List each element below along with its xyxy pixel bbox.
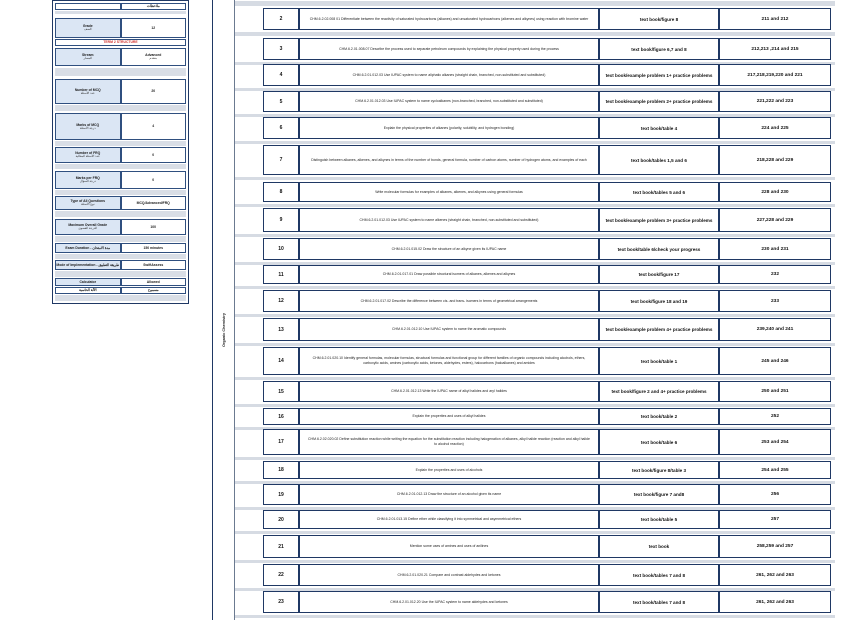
textbook-reference: text book/example problem 1+ practice problems bbox=[599, 64, 719, 86]
table-row bbox=[235, 461, 846, 479]
textbook-reference: text book/figure 8/table 3 bbox=[599, 461, 719, 479]
panel-divider bbox=[55, 190, 186, 195]
stream-label bbox=[55, 48, 121, 66]
panel-row-duration bbox=[55, 243, 186, 253]
table-row bbox=[235, 408, 846, 425]
outcome-description: Write molecular formulas for examples of alkanes, alkenes, and alkynes using general formulas bbox=[299, 182, 599, 202]
question-type-label-text: Type of All Questions bbox=[70, 199, 105, 203]
outcome-description: Explain the properties and uses of alkyl halides bbox=[299, 408, 599, 425]
textbook-reference: text book/table 1 bbox=[599, 347, 719, 375]
textbook-reference: text book/tables 1,5 and 6 bbox=[599, 145, 719, 175]
page-numbers: 217,218,219,220 and 221 bbox=[719, 64, 831, 86]
max-grade-label-ar: الدرجة القصوى bbox=[78, 226, 98, 231]
outcome-description: CHM.6.2.01.015.02 Draw the structure of an alkyne given its IUPAC name bbox=[299, 238, 599, 260]
question-type-value: MCQ/Advanced/FRQ bbox=[121, 196, 187, 210]
stream-label-text: Stream bbox=[82, 53, 94, 57]
mcq-marks-label-ar: درجة الأسئلة bbox=[79, 125, 96, 130]
row-separator bbox=[235, 177, 835, 180]
mcq-marks-label bbox=[55, 113, 121, 140]
page-numbers: 212,213 ,214 and 215 bbox=[719, 38, 831, 60]
frq-marks-label-ar: درجة السؤال bbox=[79, 179, 96, 184]
outcome-number: 14 bbox=[263, 347, 299, 375]
textbook-reference: text book/table 5 bbox=[599, 510, 719, 529]
page-numbers: 221,222 and 223 bbox=[719, 91, 831, 112]
panel-row-stream bbox=[55, 48, 186, 66]
grade-label-ar: الصف bbox=[84, 27, 92, 32]
mcq-marks-label-text: Marks of MCQ bbox=[76, 122, 100, 127]
textbook-reference: text book/figure 17 bbox=[599, 265, 719, 284]
page-numbers: 245 and 246 bbox=[719, 347, 831, 375]
stream-value-ar: متقدم bbox=[149, 56, 157, 61]
outcome-number: 2 bbox=[263, 8, 299, 30]
row-separator bbox=[235, 560, 835, 563]
outcome-number: 4 bbox=[263, 64, 299, 86]
panel-divider bbox=[55, 105, 186, 111]
frq-marks-label-text: Marks per FRQ bbox=[75, 176, 100, 180]
panel-divider bbox=[55, 211, 186, 217]
unit-label: Organic Chemistry bbox=[222, 313, 226, 347]
textbook-reference: text book/table 2 bbox=[599, 408, 719, 425]
calculator-label-ar: الآلة الحاسبة bbox=[55, 287, 121, 294]
row-separator bbox=[235, 531, 835, 534]
panel-cell bbox=[55, 3, 121, 10]
mcq-marks-value: 4 bbox=[121, 113, 187, 140]
panel-row-question-type bbox=[55, 196, 186, 210]
panel-row-max-grade bbox=[55, 219, 186, 235]
row-separator bbox=[235, 377, 835, 380]
outcome-number: 3 bbox=[263, 38, 299, 60]
page-numbers: 218,228 and 229 bbox=[719, 145, 831, 175]
row-separator bbox=[235, 32, 835, 36]
textbook-reference: text book/figure 18 and 19 bbox=[599, 290, 719, 312]
table-row bbox=[235, 290, 846, 312]
outcome-description: CHM.6.2.01.012.10 Use IUPAC system to name the aromatic compounds bbox=[299, 318, 599, 341]
panel-row-grade bbox=[55, 18, 186, 38]
page-numbers: 211 and 212 bbox=[719, 8, 831, 30]
frq-marks-label bbox=[55, 171, 121, 189]
table-row bbox=[235, 238, 846, 260]
mcq-count-label-text: Number of MCQ bbox=[74, 87, 101, 92]
panel-notes: ملاحظات bbox=[121, 3, 187, 10]
panel-divider bbox=[55, 295, 186, 301]
textbook-reference: text book bbox=[599, 535, 719, 558]
table-row bbox=[235, 182, 846, 202]
panel-divider bbox=[55, 141, 186, 146]
grade-label bbox=[55, 18, 121, 38]
row-separator bbox=[235, 404, 835, 407]
outcome-number: 6 bbox=[263, 117, 299, 139]
outcome-number: 16 bbox=[263, 408, 299, 425]
table-row bbox=[235, 591, 846, 613]
panel-divider bbox=[55, 254, 186, 259]
outcome-number: 7 bbox=[263, 145, 299, 175]
row-separator bbox=[235, 141, 835, 144]
panel-row-mode bbox=[55, 260, 186, 270]
page-numbers: 261, 262 and 263 bbox=[719, 591, 831, 613]
textbook-reference: text book/figure 2 and 4+ practice problems bbox=[599, 381, 719, 402]
frq-count-value: 0 bbox=[121, 147, 187, 163]
textbook-reference: text book/table 6/check your progress bbox=[599, 238, 719, 260]
panel-divider bbox=[55, 11, 186, 14]
mode-value: SwiftAssess bbox=[121, 260, 187, 270]
max-grade-label bbox=[55, 219, 121, 235]
outcome-description: Explain the properties and uses of alcohols bbox=[299, 461, 599, 479]
grade-label-text: Grade bbox=[82, 24, 93, 28]
page-numbers: 227,228 and 229 bbox=[719, 208, 831, 232]
outcome-number: 19 bbox=[263, 484, 299, 505]
panel-divider bbox=[55, 271, 186, 277]
stream-value bbox=[121, 48, 187, 66]
outcome-number: 13 bbox=[263, 318, 299, 341]
mcq-count-label-ar: عدد الأسئلة bbox=[80, 90, 95, 95]
mcq-count-value: 20 bbox=[121, 79, 187, 104]
row-separator bbox=[235, 457, 835, 460]
textbook-reference: text book/example problem 2+ practice problems bbox=[599, 91, 719, 112]
duration-label: Exam Duration - مدة الامتحان bbox=[55, 243, 121, 253]
table-row bbox=[235, 535, 846, 558]
outcome-number: 8 bbox=[263, 182, 299, 202]
outcome-description: CHM.6.2.01.012.13 Write the IUPAC name of alkyl halides and aryl halides bbox=[299, 381, 599, 402]
outcome-description: CHM.6.2.01.008.07 Describe the process used to separate petroleum compounds by explaining the physical property used during the process bbox=[299, 38, 599, 60]
outcome-number: 17 bbox=[263, 429, 299, 455]
outcome-description: CHM.6.2.01.017.01 Draw possible structural isomers of alkanes, alkenes and alkynes bbox=[299, 265, 599, 284]
outcome-description: CHM.6.2.01.012.03 Use IUPAC system to name alkenes (straight chain, branched, non-substituted and substituted) bbox=[299, 208, 599, 232]
outcome-description: Distinguish between alkanes, alkenes, and alkynes in terms of the number of bonds, general formula, number of carbon atoms, number of hydrogen atoms, and examples of each bbox=[299, 145, 599, 175]
table-row bbox=[235, 145, 846, 175]
outcome-number: 10 bbox=[263, 238, 299, 260]
mcq-count-label bbox=[55, 79, 121, 104]
textbook-reference: text book/table 4 bbox=[599, 117, 719, 139]
table-row bbox=[235, 38, 846, 60]
outcome-number: 18 bbox=[263, 461, 299, 479]
max-grade-value: 100 bbox=[121, 219, 187, 235]
textbook-reference: text book/figure 8 bbox=[599, 8, 719, 30]
outcome-number: 23 bbox=[263, 591, 299, 613]
page-numbers: 233 bbox=[719, 290, 831, 312]
duration-value: 150 minutes bbox=[121, 243, 187, 253]
table-row bbox=[235, 347, 846, 375]
panel-divider bbox=[55, 68, 186, 76]
outcome-description: Mention some uses of amines and uses of anilines bbox=[299, 535, 599, 558]
table-row bbox=[235, 117, 846, 139]
table-row bbox=[235, 8, 846, 30]
page-numbers: 252 bbox=[719, 408, 831, 425]
panel-row-term bbox=[55, 39, 186, 46]
panel-row-calculator bbox=[55, 278, 186, 286]
stream-value-text: Advanced bbox=[145, 53, 162, 57]
outcome-description: CHM.6.2.01.012.13 Draw the structure of an alcohol given its name bbox=[299, 484, 599, 505]
table-row bbox=[235, 381, 846, 402]
table-row bbox=[235, 265, 846, 284]
panel-divider bbox=[55, 236, 186, 242]
table-row bbox=[235, 429, 846, 455]
max-grade-label-text: Maximum Overall Grade bbox=[68, 223, 108, 227]
outcome-description: CHM.6.2.01.012.03 Use IUPAC system to name cycloalkanes (non-branched, branched, non-substituted and substituted) bbox=[299, 91, 599, 112]
outcome-number: 5 bbox=[263, 91, 299, 112]
page-numbers: 232 bbox=[719, 265, 831, 284]
outcome-number: 11 bbox=[263, 265, 299, 284]
page-numbers: 228 and 230 bbox=[719, 182, 831, 202]
page-numbers: 258,259 and 257 bbox=[719, 535, 831, 558]
page-numbers: 253 and 254 bbox=[719, 429, 831, 455]
textbook-reference: text book/tables 7 and 8 bbox=[599, 591, 719, 613]
outcome-description: Explain the physical properties of alkanes (polarity, solubility, and hydrogen bonding) bbox=[299, 117, 599, 139]
outcome-number: 15 bbox=[263, 381, 299, 402]
question-type-label-ar: نوع الأسئلة bbox=[80, 202, 95, 207]
textbook-reference: text book/figure 6,7 and 8 bbox=[599, 38, 719, 60]
row-separator bbox=[235, 314, 835, 317]
outcome-description: CHM.6.2.02.008 01 Differentiate between the reactivity of saturated hydrocarbons (alkanes) and unsaturated hydrocarbons (alkenes and alkynes) using reaction with bromine water bbox=[299, 8, 599, 30]
calculator-value-ar: مسموح bbox=[121, 287, 187, 294]
term-structure-header: TERM 2 STRUCTURE bbox=[55, 39, 186, 46]
outcome-description: CHM.6.2.01.017.02 Describe the difference between cis- and trans- isomers in terms of geometrical arrangements bbox=[299, 290, 599, 312]
outcome-number: 12 bbox=[263, 290, 299, 312]
table-row bbox=[235, 64, 846, 86]
grade-value: 12 bbox=[121, 18, 187, 38]
outcome-number: 21 bbox=[263, 535, 299, 558]
table-row bbox=[235, 484, 846, 505]
row-separator bbox=[235, 1, 835, 6]
calculator-label: Calculator bbox=[55, 278, 121, 286]
mode-label: Mode of Implementation - طريقة التطبيق bbox=[55, 260, 121, 270]
table-row bbox=[235, 91, 846, 112]
row-separator bbox=[235, 286, 835, 289]
outcome-description: CHM.6.2.01.020.10 Identify general formulas, molecular formulas, structural formulas and functional group for different families of organic compounds including alcohols, ethers, carboxylic acids, amines (carboxylic acids, ketones, aldehydes, esters), halocarbons (haloalkanes) and amides bbox=[299, 347, 599, 375]
panel-row-mcq-marks bbox=[55, 113, 186, 140]
panel-row-calculator-ar bbox=[55, 287, 186, 294]
frq-count-label-ar: عدد الأسئلة المقالية bbox=[75, 154, 100, 159]
textbook-reference: text book/table 6 bbox=[599, 429, 719, 455]
row-separator bbox=[235, 343, 835, 346]
textbook-reference: text book/tables 7 and 8 bbox=[599, 564, 719, 586]
page-numbers: 224 and 225 bbox=[719, 117, 831, 139]
panel-row-frq-marks bbox=[55, 171, 186, 189]
unit-column bbox=[213, 0, 235, 620]
question-type-label bbox=[55, 196, 121, 210]
table-row bbox=[235, 208, 846, 232]
page-numbers: 256 bbox=[719, 484, 831, 505]
page-numbers: 257 bbox=[719, 510, 831, 529]
page-numbers: 230 and 231 bbox=[719, 238, 831, 260]
textbook-reference: text book/example problem 4+ practice problems bbox=[599, 318, 719, 341]
frq-count-label bbox=[55, 147, 121, 163]
textbook-reference: text book/tables 5 and 6 bbox=[599, 182, 719, 202]
page-numbers: 239,240 and 241 bbox=[719, 318, 831, 341]
panel-row-notes bbox=[55, 3, 186, 10]
calculator-value: Allowed bbox=[121, 278, 187, 286]
frq-marks-value: 0 bbox=[121, 171, 187, 189]
outcome-description: CHM.6.2.01.012.20 Use the IUPAC system to name aldehydes and ketones bbox=[299, 591, 599, 613]
stream-label-ar: المسار bbox=[83, 56, 93, 61]
page-numbers: 254 and 255 bbox=[719, 461, 831, 479]
panel-row-frq-count bbox=[55, 147, 186, 163]
outcome-description: CHM.6.2.02.020.02 Define substitution reaction while writing the equation for the substitution reaction including halogenation of alkanes, alkyl halide reaction (reaction and alkyl halide to alcohol reaction) bbox=[299, 429, 599, 455]
outcome-number: 9 bbox=[263, 208, 299, 232]
panel-divider bbox=[55, 164, 186, 169]
learning-outcomes-table bbox=[212, 0, 846, 620]
page-numbers: 261, 262 and 263 bbox=[719, 564, 831, 586]
outcome-description: CHM.6.2.01.020.21 Compare and contrast aldehydes and ketones bbox=[299, 564, 599, 586]
row-separator bbox=[235, 615, 835, 618]
outcome-number: 22 bbox=[263, 564, 299, 586]
row-separator bbox=[235, 204, 835, 207]
table-row bbox=[235, 564, 846, 586]
textbook-reference: text book/example problem 3+ practice problems bbox=[599, 208, 719, 232]
table-row bbox=[235, 318, 846, 341]
row-separator bbox=[235, 234, 835, 237]
outcome-number: 20 bbox=[263, 510, 299, 529]
page-numbers: 250 and 251 bbox=[719, 381, 831, 402]
panel-row-mcq-count bbox=[55, 79, 186, 104]
textbook-reference: text book/figure 7 and8 bbox=[599, 484, 719, 505]
frq-count-label-text: Number of FRQ bbox=[75, 151, 101, 155]
exam-structure-panel bbox=[52, 0, 189, 304]
outcome-description: CHM.6.2.01.013.15 Define ether while classifying it into symmetrical and asymmetrical ethers bbox=[299, 510, 599, 529]
table-row bbox=[235, 510, 846, 529]
outcome-description: CHM.6.2.01.012.03 Use IUPAC system to name aliphatic alkanes (straight chain, branched, non-substituted and substituted) bbox=[299, 64, 599, 86]
